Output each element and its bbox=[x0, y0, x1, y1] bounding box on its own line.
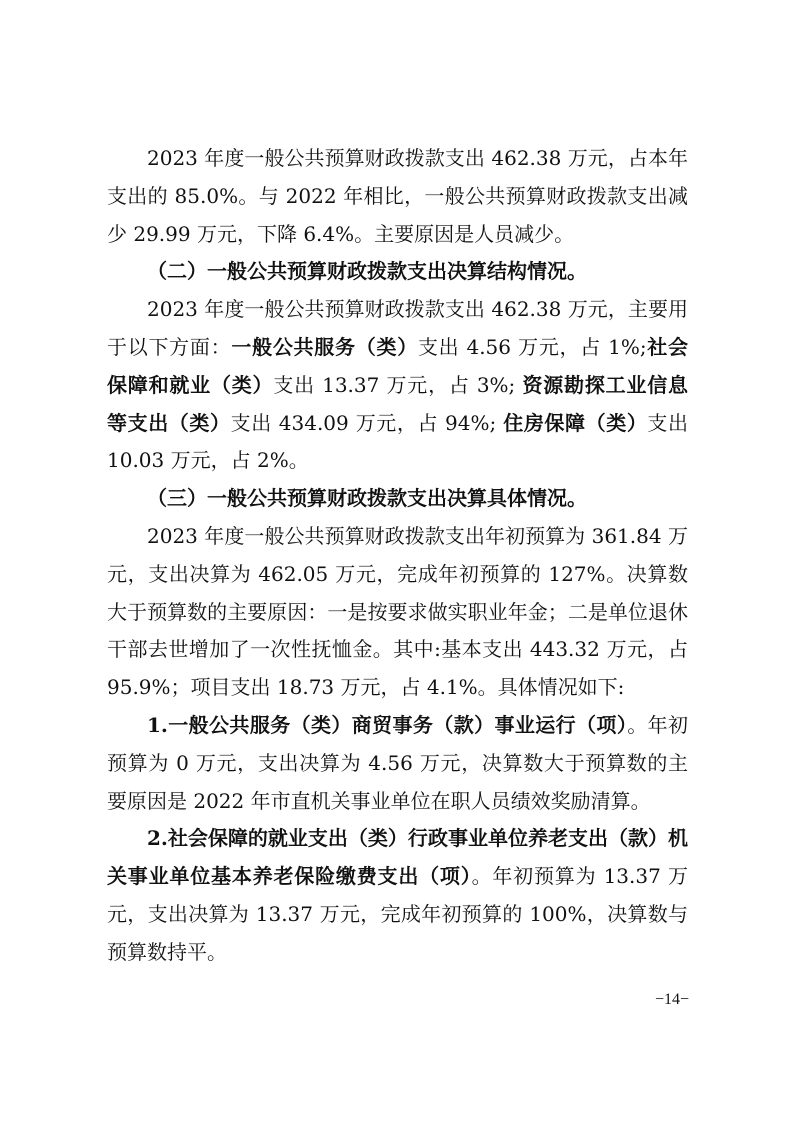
item-label: 2.社会保障的就业支出（类）行政事业单位养老支出（款）机关事业单位基本养老保险缴费支出（项） bbox=[107, 826, 688, 889]
item-text: 。年初预算为 13.37 万元，支出决算为 13.37 万元，完成年初预算的 100%，决算数与预算数持平。 bbox=[107, 864, 688, 964]
category-resource-exploration-value: 支出 434.09 万元，占 94%; bbox=[230, 410, 504, 435]
category-housing-security: 住房保障（类） bbox=[503, 410, 648, 435]
category-social-security: 社会保障和就业（类） bbox=[107, 334, 689, 397]
paragraph-expenditure-summary bbox=[107, 140, 688, 253]
document-body bbox=[107, 140, 688, 972]
structure-lead: 2023 年度一般公共预算财政拨款支出 462.38 万元，主要用于以下方面： bbox=[107, 297, 688, 359]
paragraph-text: 2023 年度一般公共预算财政拨款支出 462.38 万元，占本年支出的 85.0%。与 2022 年相比，一般公共预算财政拨款支出减少 29.99 万元，下降 6.4%。主要原因是人员减少。 bbox=[107, 146, 688, 246]
category-social-security-value: 支出 13.37 万元，占 3%; bbox=[273, 372, 523, 397]
section-heading-details: （三）一般公共预算财政拨款支出决算具体情况。 bbox=[147, 486, 587, 511]
item-text: 。年初预算为 0 万元，支出决算为 4.56 万元，决算数大于预算数的主要原因是 2022 年市直机关事业单位在职人员绩效奖励清算。 bbox=[107, 712, 688, 813]
category-housing-security-value: 支出 10.03 万元，占 2%。 bbox=[107, 410, 689, 473]
category-general-public-services: 一般公共服务（类） bbox=[231, 334, 418, 359]
paragraph-expenditure-details bbox=[107, 518, 688, 707]
category-general-public-services-value: 支出 4.56 万元，占 1%; bbox=[417, 334, 647, 359]
category-resource-exploration: 资源勘探工业信息等支出（类） bbox=[107, 372, 689, 435]
item-social-security-pension bbox=[107, 820, 688, 971]
paragraph-expenditure-structure bbox=[107, 291, 688, 480]
section-heading-structure: （二）一般公共预算财政拨款支出决算结构情况。 bbox=[147, 259, 587, 284]
paragraph-text: 2023 年度一般公共预算财政拨款支出年初预算为 361.84 万元，支出决算为 462.05 万元，完成年初预算的 127%。决算数大于预算数的主要原因：一是按要求做实职业年金；二是单位退休干部去世增加了一次性抚恤金。其中:基本支出 443.32 万元，占 95.9%；项目支出 18.73 万元，占 4.1%。具体情况如下: bbox=[107, 523, 688, 700]
item-label: 1.一般公共服务（类）商贸事务（款）事业运行（项） bbox=[147, 712, 628, 737]
item-general-public-services bbox=[107, 707, 688, 820]
page-number: −14− bbox=[654, 991, 689, 1008]
